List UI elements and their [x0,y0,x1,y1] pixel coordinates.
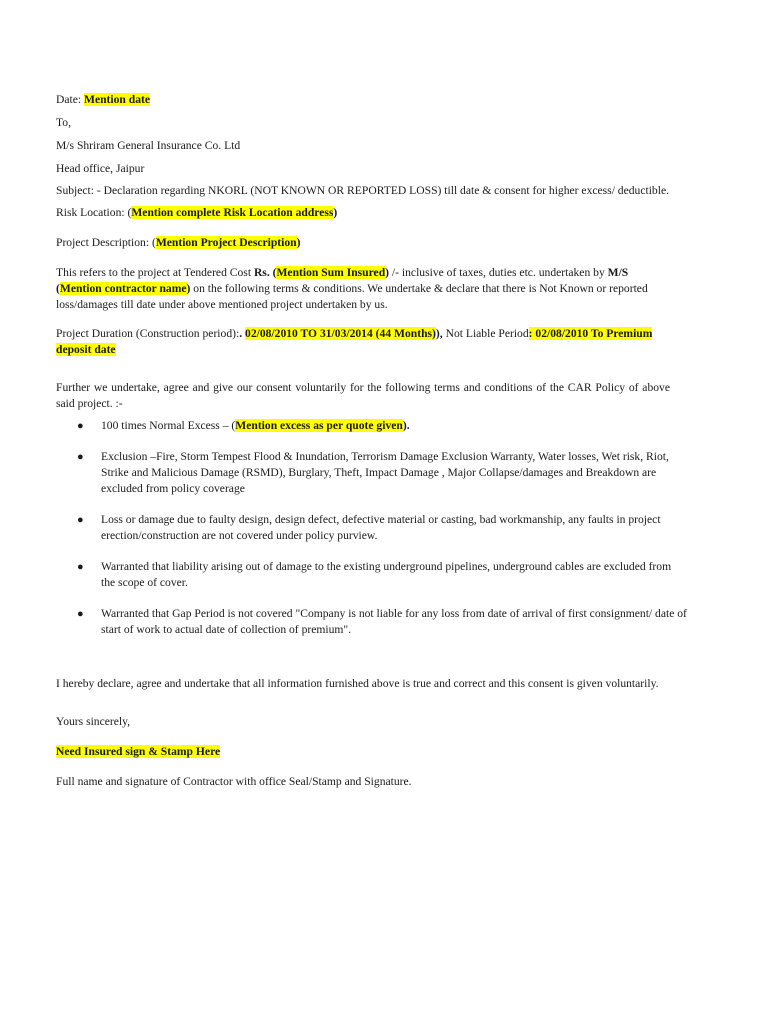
sign-stamp-placeholder: Need Insured sign & Stamp Here [56,745,221,758]
contractor-name-placeholder: Mention contractor name [59,282,187,295]
duration-close: ), [435,327,443,340]
term-item [56,606,688,638]
term-item [56,418,688,434]
project-description-value: Mention Project Description [155,236,297,249]
date-label: Date: [56,93,85,106]
risk-location-label: Risk Location: ( [56,206,132,219]
term-item [56,512,688,544]
sign-off: Yours sincerely, [56,715,131,728]
risk-location-close: ) [333,206,338,219]
not-liable-value: : 02/08/2010 To Premium deposit date [56,327,653,356]
refers-text-3: on the following terms & conditions. We undertake & declare that there is Not Known or reported loss/damages till date under above mentioned project undertaken by us. [56,282,648,311]
bullet-icon: ● [77,420,84,432]
terms-list [56,418,688,638]
addressee: M/s Shriram General Insurance Co. Ltd [56,139,241,152]
signature-placeholder [56,744,676,760]
duration-value: 02/08/2010 TO 31/03/2014 (44 Months) [245,327,436,340]
project-description-label: Project Description: ( [56,236,156,249]
head-office: Head office, Jaipur [56,162,145,175]
refers-paragraph [56,265,656,313]
term-text: Exclusion –Fire, Storm Tempest Flood & Inundation, Terrorism Damage Exclusion Warranty, Water losses, Wet risk, Riot, Strike and Malicious Damage (RSMD), Burglary, Theft, Impact Damage , Major Collapse/damages and Breakdown are excluded from policy coverage [101,450,669,495]
term-text: Loss or damage due to faulty design, design defect, defective material or casting, bad workmanship, any faults in project erection/construction are not covered under policy purview. [101,513,661,542]
declaration-paragraph: I hereby declare, agree and undertake that all information furnished above is true and correct and this consent is given voluntarily. [56,677,659,690]
date-line [56,92,676,108]
footer-note: Full name and signature of Contractor with office Seal/Stamp and Signature. [56,775,412,788]
term-item [56,449,688,497]
refers-text-2: /- inclusive of taxes, duties etc. undertaken by [389,266,608,279]
term-text: Warranted that liability arising out of damage to the existing underground pipelines, underground cables are excluded from the scope of cover. [101,560,672,589]
sum-insured-placeholder: Mention Sum Insured [276,266,386,279]
term-text: 100 times Normal Excess – ( [101,419,236,432]
not-liable-label: Not Liable Period [442,327,529,340]
bullet-icon: ● [77,451,84,463]
risk-location-value: Mention complete Risk Location address [131,206,334,219]
project-description-line [56,235,676,251]
refers-close-2: ) [186,282,191,295]
term-after: ). [402,419,410,432]
bullet-icon: ● [77,561,84,573]
risk-location-line [56,205,676,221]
project-duration-line [56,326,661,358]
refers-rs: Rs. ( [253,266,277,279]
term-item [56,559,688,591]
refers-text-1: This refers to the project at Tendered Cost [56,266,254,279]
project-description-close: ) [296,236,301,249]
further-paragraph: Further we undertake, agree and give our consent voluntarily for the following terms and conditions of the CAR Policy of above said project. :- [56,381,670,410]
date-value: Mention date [84,93,151,106]
duration-dot: . [239,327,246,340]
duration-label: Project Duration (Construction period): [56,327,240,340]
to-line: To, [56,116,71,129]
excess-placeholder: Mention excess as per quote given [235,419,403,432]
bullet-icon: ● [77,514,84,526]
refers-ms: M/S ( [56,266,629,295]
refers-close-1: ) [385,266,390,279]
letter-page [56,92,687,790]
subject-line: Subject: - Declaration regarding NKORL (NOT KNOWN OR REPORTED LOSS) till date & consent for higher excess/ deductible. [56,184,669,197]
term-text: Warranted that Gap Period is not covered "Company is not liable for any loss from date of arrival of first consignment/ date of start of work to actual date of collection of premium". [101,607,687,636]
bullet-icon: ● [77,608,84,620]
